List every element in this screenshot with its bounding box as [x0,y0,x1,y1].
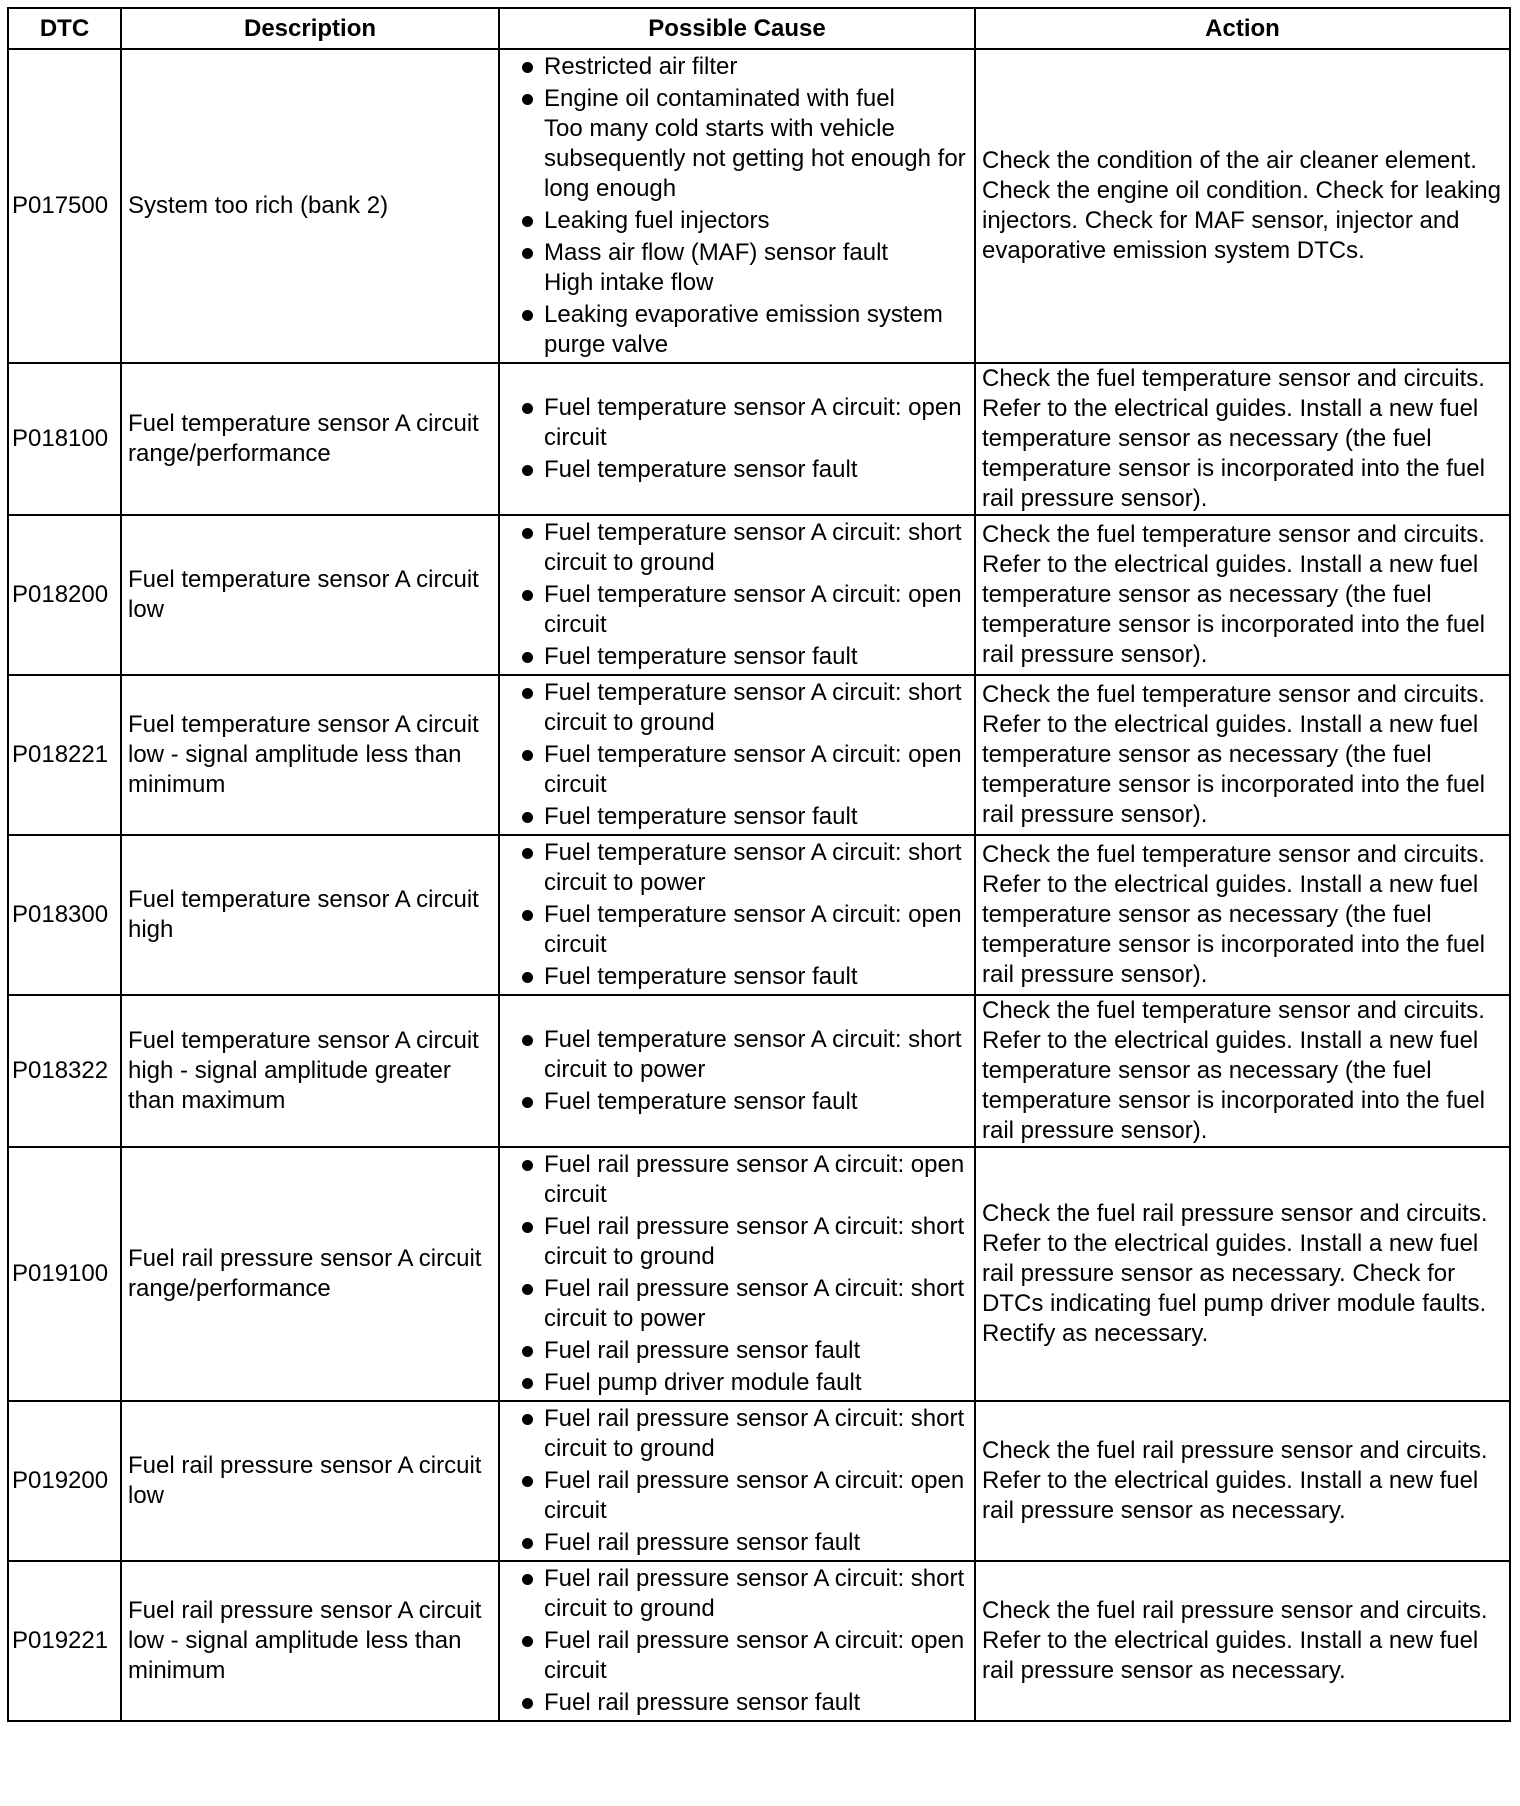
cause-list [506,838,968,992]
cause-item [506,802,968,832]
action-cell: Check the fuel rail pressure sensor and circuits. Refer to the electrical guides. Install a new fuel rail pressure sensor as necessary. [975,1401,1510,1561]
description-cell: Fuel rail pressure sensor A circuit low [121,1401,499,1561]
action-cell: Check the fuel rail pressure sensor and circuits. Refer to the electrical guides. Install a new fuel rail pressure sensor as necessary. [975,1561,1510,1721]
action-cell: Check the fuel temperature sensor and circuits. Refer to the electrical guides. Install a new fuel temperature sensor as necessary (the fuel temperature sensor is incorporated into the fuel rail pressure sensor). [975,995,1510,1147]
dtc-table [7,7,1511,1722]
cause-item [506,1368,968,1398]
cause-item [506,114,968,204]
possible-cause-cell [499,995,975,1147]
possible-cause-cell [499,675,975,835]
cause-text: Fuel temperature sensor A circuit: short circuit to ground [544,519,962,576]
cause-list [506,518,968,672]
cause-item [506,518,968,578]
cause-text: High intake flow [544,269,714,296]
bullet-icon [522,652,533,663]
cause-item [506,1212,968,1272]
cause-text: Fuel rail pressure sensor fault [544,1337,861,1364]
bullet-icon [522,1414,533,1425]
bullet-icon [522,848,533,859]
possible-cause-cell [499,1147,975,1401]
cause-item [506,678,968,738]
cause-text: Fuel temperature sensor A circuit: short circuit to ground [544,679,962,736]
cause-text: Fuel rail pressure sensor fault [544,1689,861,1716]
cause-item [506,1025,968,1085]
cause-text: Fuel rail pressure sensor A circuit: open circuit [544,1151,965,1208]
description-cell: Fuel temperature sensor A circuit high - signal amplitude greater than maximum [121,995,499,1147]
cause-item [506,1466,968,1526]
cause-item [506,1626,968,1686]
bullet-icon [522,1574,533,1585]
cause-list [506,1564,968,1718]
description-cell: Fuel temperature sensor A circuit range/performance [121,363,499,515]
cause-list [506,1025,968,1117]
bullet-icon [522,248,533,259]
description-cell: Fuel temperature sensor A circuit low [121,515,499,675]
description-cell: Fuel temperature sensor A circuit high [121,835,499,995]
action-cell: Check the fuel rail pressure sensor and circuits. Refer to the electrical guides. Install a new fuel rail pressure sensor as necessary. Check for DTCs indicating fuel pump driver module faults. Rectify as necessary. [975,1147,1510,1401]
bullet-icon [522,62,533,73]
bullet-icon [522,1097,533,1108]
cause-item [506,1528,968,1558]
bullet-icon [522,688,533,699]
header-dtc: DTC [8,8,121,49]
cause-text: Fuel rail pressure sensor A circuit: open circuit [544,1627,965,1684]
cause-text: Mass air flow (MAF) sensor fault [544,239,889,266]
cause-item [506,238,968,268]
bullet-icon [522,465,533,476]
table-row [8,1401,1510,1561]
bullet-icon [522,216,533,227]
bullet-icon [522,1346,533,1357]
bullet-icon [522,972,533,983]
bullet-icon [522,1160,533,1171]
cause-item [506,1404,968,1464]
cause-text: Fuel temperature sensor A circuit: short circuit to power [544,839,962,896]
dtc-code-cell: P018200 [8,515,121,675]
description-cell: Fuel rail pressure sensor A circuit low - signal amplitude less than minimum [121,1561,499,1721]
cause-text: Fuel rail pressure sensor fault [544,1529,861,1556]
cause-text: Restricted air filter [544,53,738,80]
cause-list [506,52,968,360]
possible-cause-cell [499,363,975,515]
dtc-code-cell: P018322 [8,995,121,1147]
possible-cause-cell [499,49,975,363]
cause-item [506,838,968,898]
action-cell: Check the fuel temperature sensor and circuits. Refer to the electrical guides. Install a new fuel temperature sensor as necessary (the fuel temperature sensor is incorporated into the fuel rail pressure sensor). [975,515,1510,675]
cause-item [506,740,968,800]
cause-item [506,900,968,960]
table-row [8,49,1510,363]
cause-item [506,1564,968,1624]
possible-cause-cell [499,515,975,675]
bullet-icon [522,1378,533,1389]
table-row [8,363,1510,515]
dtc-code-cell: P017500 [8,49,121,363]
description-cell: Fuel temperature sensor A circuit low - signal amplitude less than minimum [121,675,499,835]
bullet-icon [522,812,533,823]
dtc-code-cell: P019200 [8,1401,121,1561]
dtc-code-cell: P019221 [8,1561,121,1721]
table-row [8,1147,1510,1401]
table-body [8,49,1510,1721]
cause-item [506,393,968,453]
cause-item [506,52,968,82]
header-action: Action [975,8,1510,49]
action-cell: Check the condition of the air cleaner element. Check the engine oil condition. Check for leaking injectors. Check for MAF sensor, injector and evaporative emission system DTCs. [975,49,1510,363]
cause-item [506,580,968,640]
table-row [8,1561,1510,1721]
cause-item [506,1150,968,1210]
cause-item [506,962,968,992]
cause-item [506,455,968,485]
action-cell: Check the fuel temperature sensor and circuits. Refer to the electrical guides. Install a new fuel temperature sensor as necessary (the fuel temperature sensor is incorporated into the fuel rail pressure sensor). [975,363,1510,515]
bullet-icon [522,1476,533,1487]
bullet-icon [522,1222,533,1233]
header-possible-cause: Possible Cause [499,8,975,49]
table-header-row [8,8,1510,49]
cause-text: Fuel temperature sensor fault [544,456,858,483]
bullet-icon [522,1698,533,1709]
possible-cause-cell [499,1561,975,1721]
cause-text: Fuel temperature sensor A circuit: short circuit to power [544,1026,962,1083]
cause-item [506,84,968,114]
bullet-icon [522,910,533,921]
bullet-icon [522,1538,533,1549]
cause-text: Fuel temperature sensor A circuit: open circuit [544,741,962,798]
cause-text: Fuel temperature sensor fault [544,643,858,670]
cause-text: Fuel rail pressure sensor A circuit: short circuit to ground [544,1213,965,1270]
bullet-icon [522,590,533,601]
table-row [8,675,1510,835]
cause-text: Leaking fuel injectors [544,207,770,234]
table-row [8,835,1510,995]
cause-text: Fuel temperature sensor A circuit: open circuit [544,394,962,451]
cause-text: Fuel rail pressure sensor A circuit: short circuit to power [544,1275,965,1332]
cause-list [506,1150,968,1398]
bullet-icon [522,1035,533,1046]
cause-text: Fuel rail pressure sensor A circuit: short circuit to ground [544,1565,965,1622]
cause-item [506,300,968,360]
cause-item [506,1336,968,1366]
cause-text: Fuel pump driver module fault [544,1369,862,1396]
cause-text: Engine oil contaminated with fuel [544,85,895,112]
bullet-icon [522,1284,533,1295]
description-cell: System too rich (bank 2) [121,49,499,363]
cause-text: Too many cold starts with vehicle subsequently not getting hot enough for long enough [544,115,966,202]
description-cell: Fuel rail pressure sensor A circuit range/performance [121,1147,499,1401]
bullet-icon [522,94,533,105]
cause-item [506,642,968,672]
cause-item [506,206,968,236]
cause-text: Fuel rail pressure sensor A circuit: short circuit to ground [544,1405,965,1462]
cause-text: Fuel temperature sensor A circuit: open circuit [544,901,962,958]
cause-item [506,1688,968,1718]
dtc-code-cell: P018221 [8,675,121,835]
dtc-code-cell: P018100 [8,363,121,515]
cause-text: Fuel rail pressure sensor A circuit: open circuit [544,1467,965,1524]
cause-list [506,1404,968,1558]
bullet-icon [522,750,533,761]
cause-item [506,1087,968,1117]
cause-text: Fuel temperature sensor fault [544,963,858,990]
bullet-icon [522,403,533,414]
cause-text: Fuel temperature sensor fault [544,803,858,830]
action-cell: Check the fuel temperature sensor and circuits. Refer to the electrical guides. Install a new fuel temperature sensor as necessary (the fuel temperature sensor is incorporated into the fuel rail pressure sensor). [975,835,1510,995]
possible-cause-cell [499,1401,975,1561]
cause-text: Fuel temperature sensor fault [544,1088,858,1115]
bullet-icon [522,1636,533,1647]
bullet-icon [522,310,533,321]
possible-cause-cell [499,835,975,995]
action-cell: Check the fuel temperature sensor and circuits. Refer to the electrical guides. Install a new fuel temperature sensor as necessary (the fuel temperature sensor is incorporated into the fuel rail pressure sensor). [975,675,1510,835]
cause-item [506,1274,968,1334]
header-description: Description [121,8,499,49]
cause-list [506,393,968,485]
bullet-icon [522,528,533,539]
dtc-code-cell: P019100 [8,1147,121,1401]
table-row [8,515,1510,675]
cause-text: Fuel temperature sensor A circuit: open circuit [544,581,962,638]
cause-text: Leaking evaporative emission system purge valve [544,301,943,358]
dtc-code-cell: P018300 [8,835,121,995]
table-row [8,995,1510,1147]
cause-item [506,268,968,298]
cause-list [506,678,968,832]
